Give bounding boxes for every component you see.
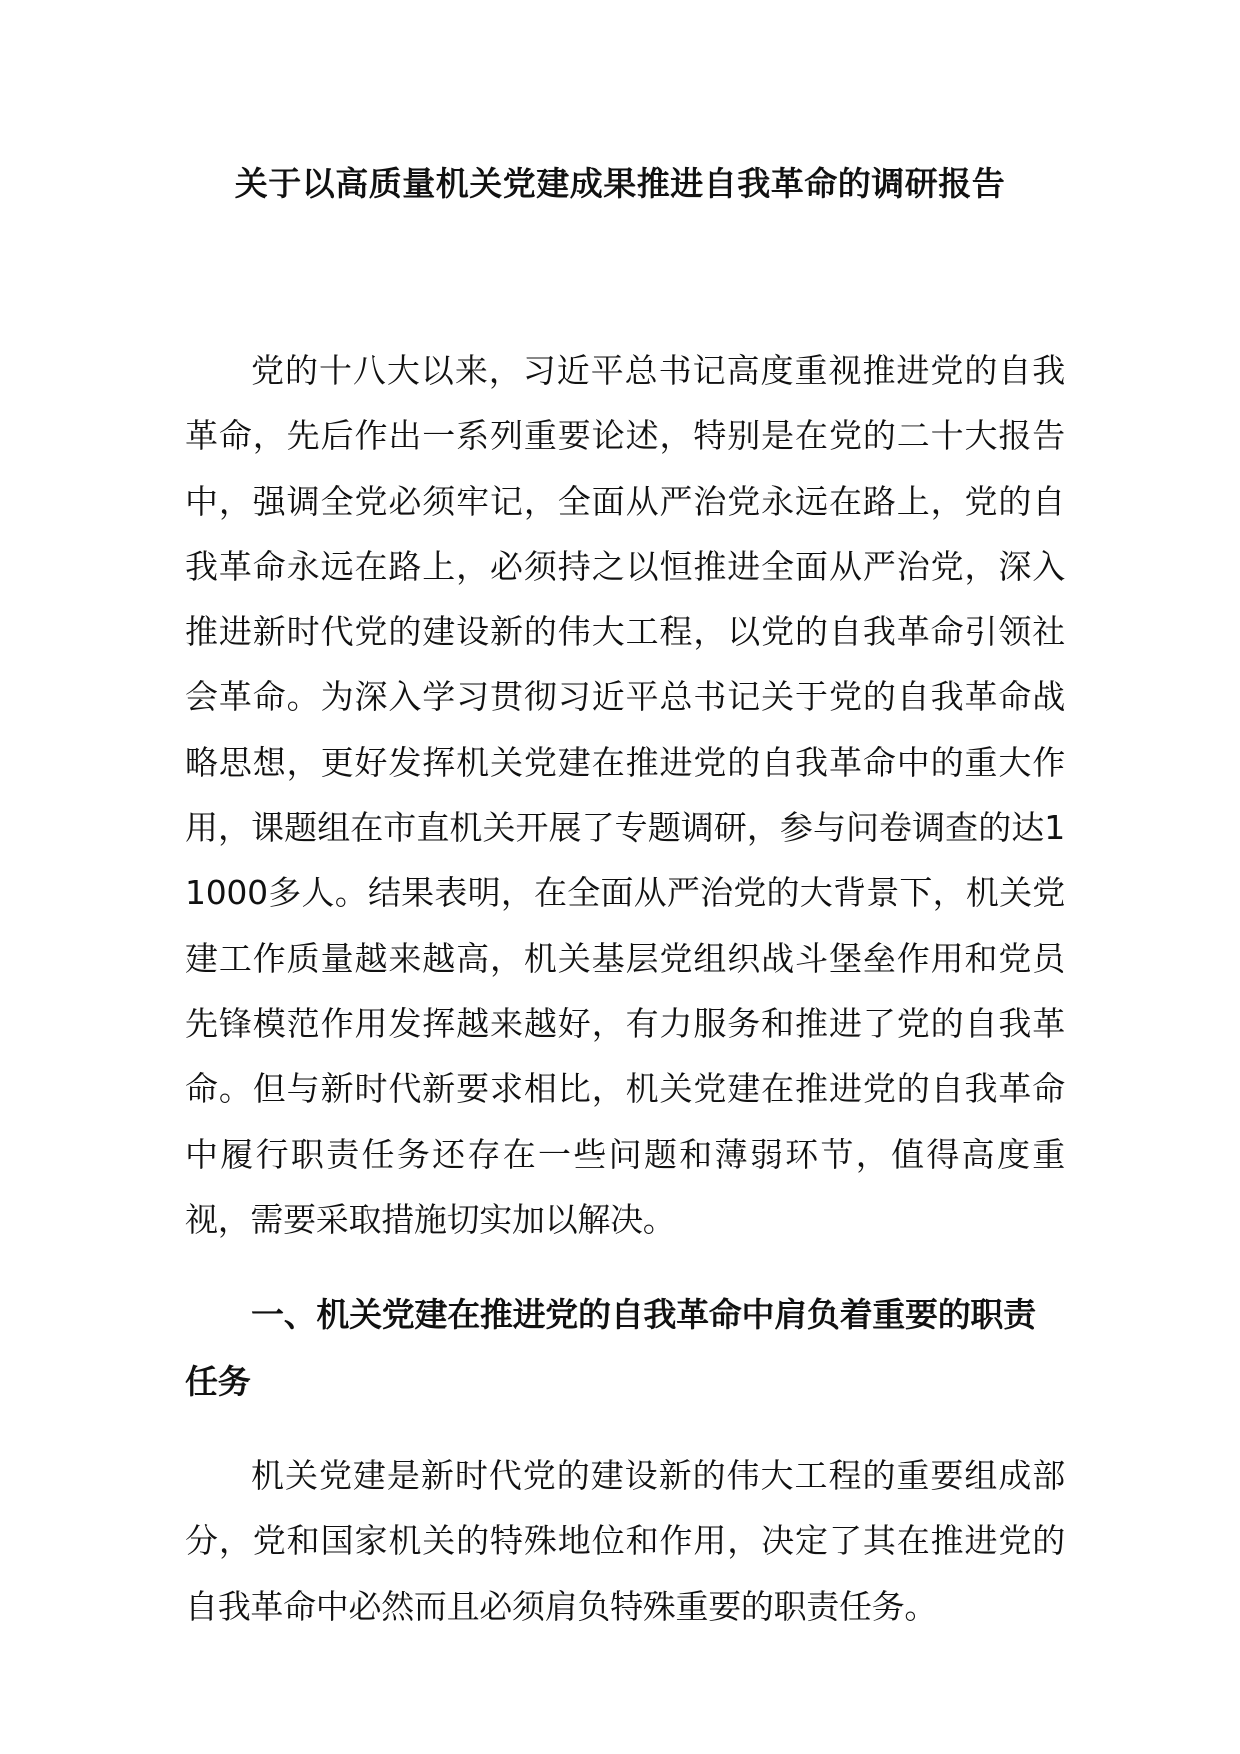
section-heading: 一、机关党建在推进党的自我革命中肩负着重要的职责任务 [185, 1295, 1036, 1401]
intro-paragraph: 党的十八大以来，习近平总书记高度重视推进党的自我革命，先后作出一系列重要论述，特别是在党的二十大报告中，强调全党必须牢记，全面从严治党永远在路上，党的自我革命永远在路上，必须持之以恒推进全面从严治党，深入推进新时代党的建设新的伟大工程，以党的自我革命引领社会革命。为深入学习贯彻习近平总书记关于党的自我革命战略思想，更好发挥机关党建在推进党的自我革命中的重大作用，课题组在市直机关开展了专题调研，参与问卷调查的达11000多人。结果表明，在全面从严治党的大背景下，机关党建工作质量越来越高，机关基层党组织战斗堡垒作用和党员先锋模范作用发挥越来越好，有力服务和推进了党的自我革命。但与新时代新要求相比，机关党建在推进党的自我革命中履行职责任务还存在一些问题和薄弱环节，值得高度重视，需要采取措施切实加以解决。 [185, 351, 1065, 1239]
document-title: 关于以高质量机关党建成果推进自我革命的调研报告 [234, 164, 1006, 203]
section-paragraph: 机关党建是新时代党的建设新的伟大工程的重要组成部分，党和国家机关的特殊地位和作用，决定了其在推进党的自我革命中必然而且必须肩负特殊重要的职责任务。 [185, 1456, 1065, 1626]
